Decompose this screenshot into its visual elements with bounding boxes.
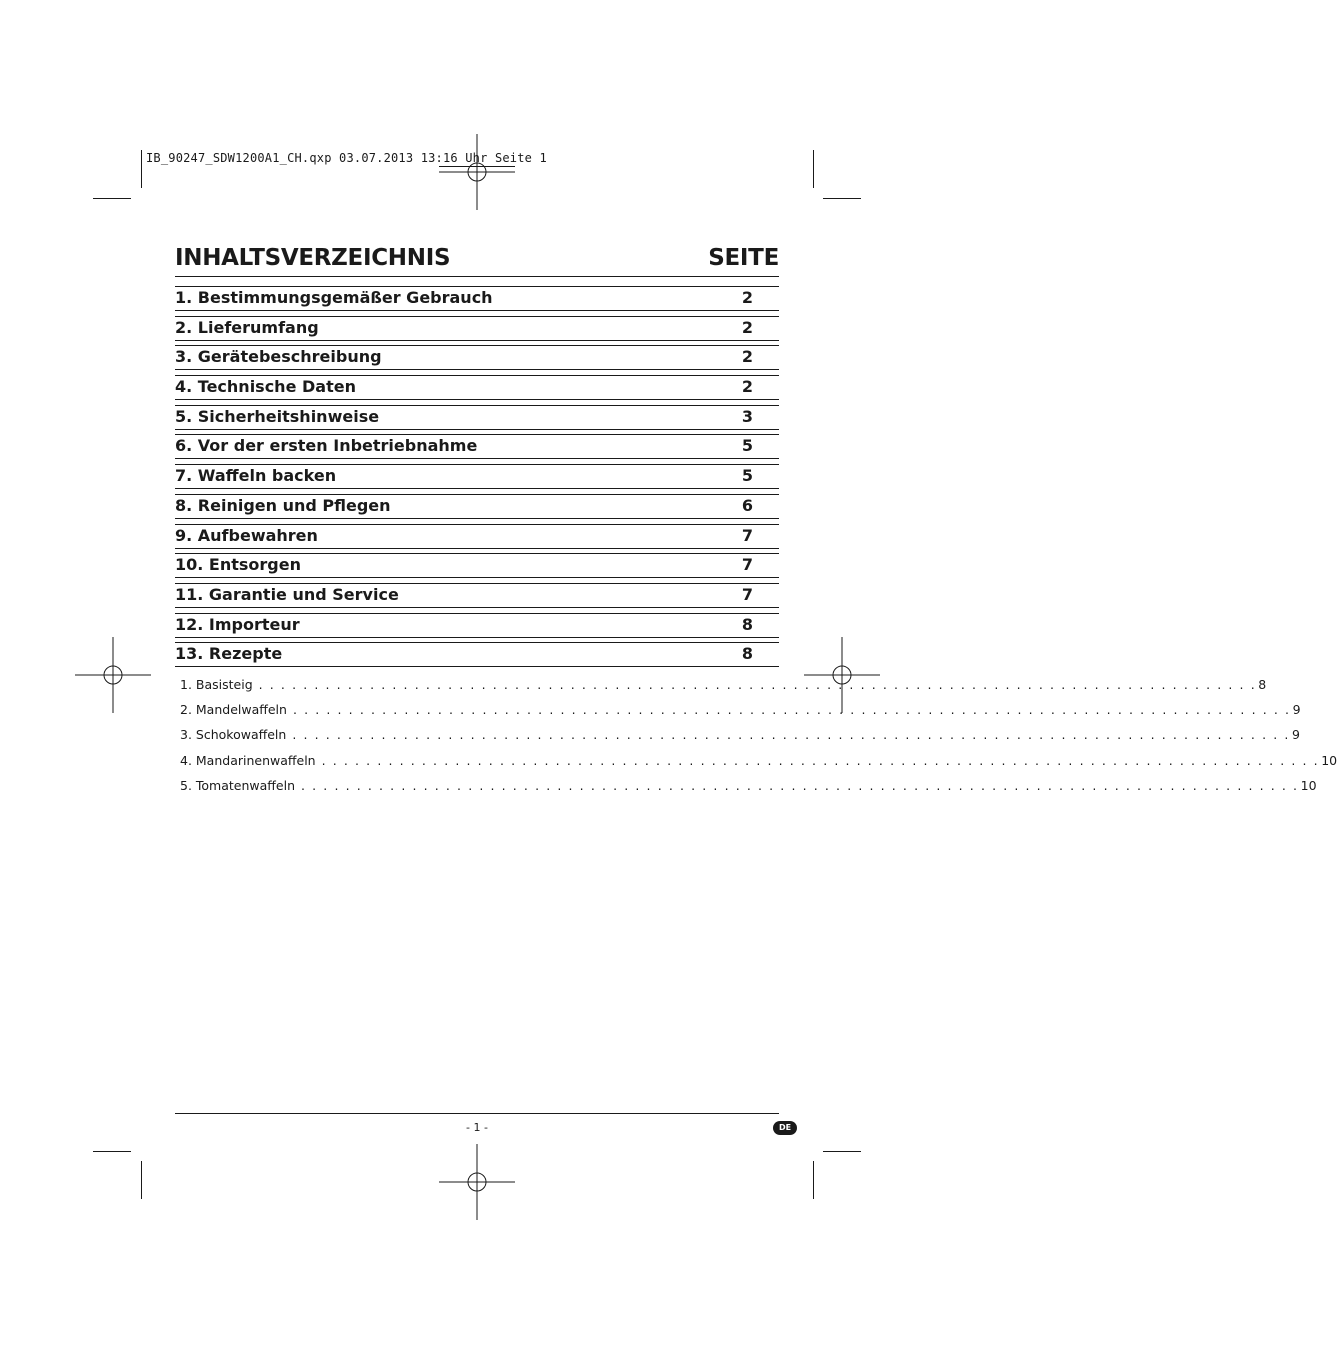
toc-entry-title: 4. Technische Daten — [175, 377, 356, 397]
crop-mark — [141, 150, 142, 188]
toc-sub-entry[interactable] — [180, 672, 1267, 697]
toc-page-label: SEITE — [708, 245, 779, 271]
crop-mark — [93, 198, 131, 199]
toc-entry-page: 8 — [741, 644, 753, 664]
page-number: - 1 - — [466, 1121, 488, 1134]
toc-entry[interactable] — [175, 642, 779, 672]
toc-sub-entry-title: 1. Basisteig — [180, 677, 253, 693]
toc-entry-title: 10. Entsorgen — [175, 555, 301, 575]
toc-main-list — [175, 286, 779, 672]
toc-sub-entry-title: 5. Tomatenwaffeln — [180, 777, 295, 793]
toc-entry-title: 11. Garantie und Service — [175, 584, 399, 604]
dot-leader: . . . . . . . . . . . . . . . . . . . . . . . . . . . . . . . . . . . . . . . . . . . . . . . . . . . . . . . . . . . . . . . . . . . . . . . . . . . . . . . . . . . . . . . . . . — [258, 677, 1257, 693]
toc-sub-entry-page: 10 — [1321, 752, 1337, 768]
crop-mark — [823, 1151, 861, 1152]
toc-sub-entry-page: 9 — [1292, 702, 1301, 718]
dot-leader: . . . . . . . . . . . . . . . . . . . . . . . . . . . . . . . . . . . . . . . . . . . . . . . . . . . . . . . . . . . . . . . . . . . . . . . . . . . . . . . . . . . . . . . . . . — [292, 727, 1290, 743]
toc-sub-list — [180, 672, 1337, 798]
toc-entry-page: 3 — [741, 406, 753, 426]
crop-mark — [823, 198, 861, 199]
toc-entry[interactable] — [175, 286, 779, 316]
toc-sub-entry-page: 10 — [1300, 777, 1317, 793]
toc-entry-page: 2 — [741, 288, 753, 307]
toc-entry[interactable] — [175, 464, 779, 494]
toc-entry[interactable] — [175, 405, 779, 435]
toc-sub-entry[interactable] — [180, 748, 1337, 773]
registration-mark-icon — [75, 637, 151, 713]
toc-entry-page: 5 — [741, 436, 753, 456]
crop-mark — [813, 150, 814, 188]
toc-entry[interactable] — [175, 553, 779, 583]
print-slug: IB_90247_SDW1200A1_CH.qxp 03.07.2013 13:16 Uhr Seite 1 — [146, 151, 547, 165]
toc-header — [175, 244, 779, 277]
language-badge: DE — [773, 1121, 797, 1135]
toc-entry-page: 8 — [741, 614, 753, 634]
toc-entry[interactable] — [175, 375, 779, 405]
toc-entry[interactable] — [175, 524, 779, 554]
toc-entry-title: 3. Gerätebeschreibung — [175, 347, 382, 367]
toc-entry-page: 5 — [741, 466, 753, 486]
toc-entry-page: 7 — [741, 555, 753, 575]
toc-entry[interactable] — [175, 434, 779, 464]
registration-mark-icon — [439, 1144, 515, 1220]
registration-mark-icon — [439, 134, 515, 210]
toc-sub-entry-title: 3. Schokowaffeln — [180, 727, 287, 743]
toc-entry-page: 2 — [741, 347, 753, 367]
dot-leader: . . . . . . . . . . . . . . . . . . . . . . . . . . . . . . . . . . . . . . . . . . . . . . . . . . . . . . . . . . . . . . . . . . . . . . . . . . . . . . . . . . . . . . . . . . — [321, 752, 1320, 768]
toc-sub-entry-title: 4. Mandarinenwaffeln — [180, 752, 316, 768]
toc-sub-entry-page: 8 — [1258, 677, 1267, 693]
dot-leader: . . . . . . . . . . . . . . . . . . . . . . . . . . . . . . . . . . . . . . . . . . . . . . . . . . . . . . . . . . . . . . . . . . . . . . . . . . . . . . . . . . . . . . . . . . — [292, 702, 1291, 718]
toc-entry[interactable] — [175, 316, 779, 346]
toc-entry-title: 2. Lieferumfang — [175, 317, 319, 337]
toc-sub-entry[interactable] — [180, 697, 1301, 722]
toc-entry-page: 2 — [741, 377, 753, 397]
toc-entry-page: 7 — [741, 525, 753, 545]
toc-sub-entry[interactable] — [180, 773, 1317, 798]
toc-sub-entry-title: 2. Mandelwaffeln — [180, 702, 287, 718]
toc-entry-page: 2 — [741, 317, 753, 337]
toc-entry-title: 13. Rezepte — [175, 644, 283, 664]
crop-mark — [141, 1161, 142, 1199]
toc-entry[interactable] — [175, 494, 779, 524]
toc-entry-title: 5. Sicherheitshinweise — [175, 406, 380, 426]
toc-entry-title: 12. Importeur — [175, 614, 300, 634]
toc-entry[interactable] — [175, 345, 779, 375]
toc-entry-title: 9. Aufbewahren — [175, 525, 318, 545]
toc-entry[interactable] — [175, 613, 779, 643]
dot-leader: . . . . . . . . . . . . . . . . . . . . . . . . . . . . . . . . . . . . . . . . . . . . . . . . . . . . . . . . . . . . . . . . . . . . . . . . . . . . . . . . . . . . . . . . . . — [301, 777, 1299, 793]
toc-title: INHALTSVERZEICHNIS — [175, 245, 451, 271]
footer-rule — [175, 1113, 779, 1114]
toc-sub-entry[interactable] — [180, 722, 1300, 747]
toc-entry-page: 7 — [741, 584, 753, 604]
toc-entry-title: 7. Waffeln backen — [175, 466, 337, 486]
toc-entry-title: 1. Bestimmungsgemäßer Gebrauch — [175, 288, 493, 307]
toc-entry-title: 6. Vor der ersten Inbetriebnahme — [175, 436, 478, 456]
crop-mark — [93, 1151, 131, 1152]
toc-entry[interactable] — [175, 583, 779, 613]
toc-entry-page: 6 — [741, 495, 753, 515]
toc-entry-title: 8. Reinigen und Pflegen — [175, 495, 391, 515]
toc-sub-entry-page: 9 — [1291, 727, 1300, 743]
crop-mark — [813, 1161, 814, 1199]
